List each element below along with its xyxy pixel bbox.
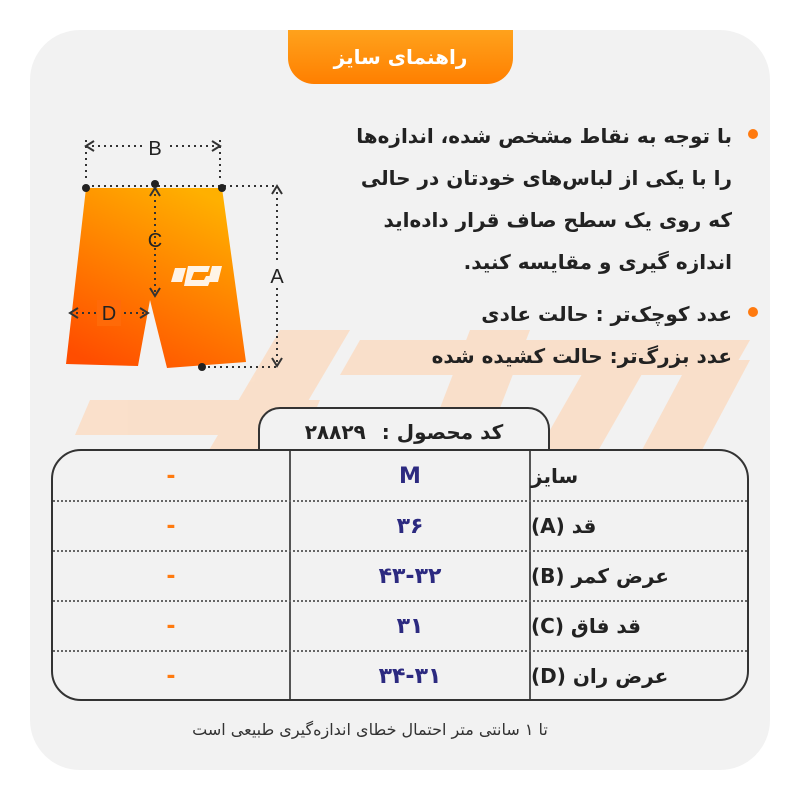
- row-extra: -: [166, 563, 176, 589]
- table-row: [53, 601, 747, 651]
- row-value: ۳۱: [396, 613, 424, 639]
- label-a: A: [270, 266, 284, 288]
- label-b: B: [148, 138, 162, 160]
- row-extra: -: [166, 613, 176, 639]
- row-label: عرض کمر (B): [531, 564, 669, 588]
- footer-note: تا ۱ سانتی متر احتمال خطای اندازه‌گیری طبیعی است: [192, 720, 548, 739]
- label-d: D: [101, 303, 117, 325]
- table-row: [53, 551, 747, 601]
- page-title: راهنمای سایز: [288, 30, 513, 84]
- bullet-dot-icon: [748, 307, 758, 317]
- product-code: [258, 407, 550, 455]
- header-extra: -: [166, 463, 176, 489]
- table-header-row: [53, 451, 747, 501]
- header-size-label: سایز: [531, 464, 579, 488]
- instruction-line: با توجه به نقاط مشخص شده، اندازه‌ها: [356, 124, 732, 148]
- row-extra: -: [166, 513, 176, 539]
- row-label: قد (A): [531, 514, 597, 538]
- size-table: [51, 449, 749, 701]
- row-label: قد فاق (C): [531, 614, 642, 638]
- row-extra: -: [166, 663, 176, 689]
- row-value: ۴۳-۳۲: [378, 563, 442, 589]
- instruction-line: را با یکی از لباس‌های خودتان در حالی: [360, 166, 732, 190]
- table-row: [53, 651, 747, 701]
- row-value: ۳۶: [396, 513, 424, 539]
- header-size-value: M: [399, 463, 421, 489]
- label-c: C: [147, 230, 163, 252]
- row-label: عرض ران (D): [531, 664, 669, 688]
- instruction-numbers: [320, 293, 760, 377]
- product-code-label: کد محصول :: [381, 420, 504, 444]
- table-row: [53, 501, 747, 551]
- instruction-line: عدد کوچک‌تر : حالت عادی: [481, 302, 732, 326]
- instruction-line: اندازه گیری و مقایسه کنید.: [463, 250, 732, 274]
- instruction-line: که روی یک سطح صاف قرار داده‌اید: [383, 208, 732, 232]
- instructions: [320, 115, 760, 377]
- product-code-value: ۲۸۸۲۹: [304, 420, 366, 444]
- bullet-dot-icon: [748, 129, 758, 139]
- instruction-measure: [320, 115, 760, 283]
- row-value: ۳۴-۳۱: [378, 663, 442, 689]
- instruction-line: عدد بزرگ‌تر: حالت کشیده شده: [431, 344, 732, 368]
